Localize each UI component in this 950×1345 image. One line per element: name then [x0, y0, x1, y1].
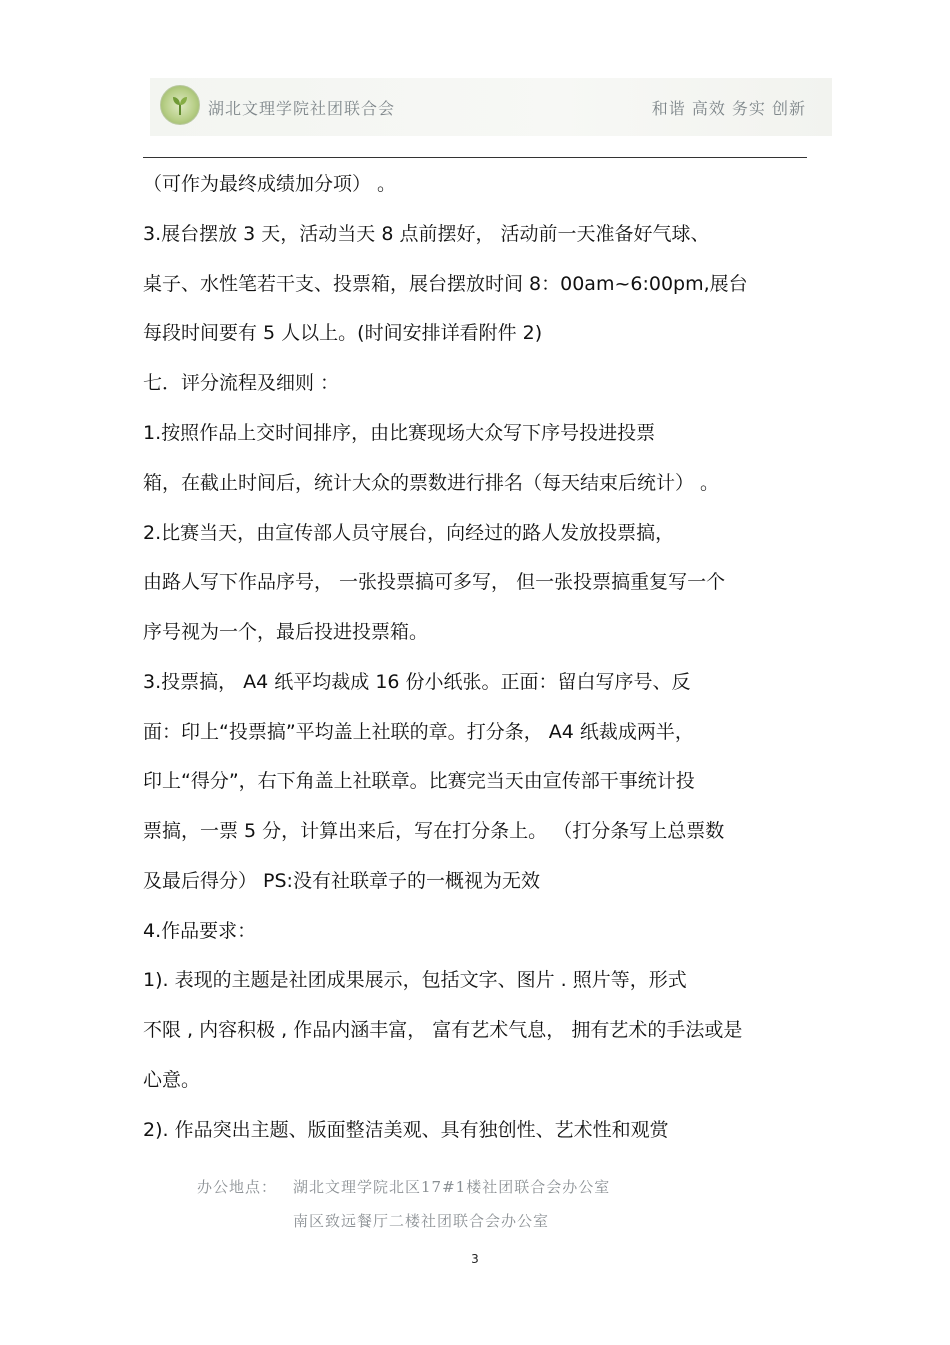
text-line: 桌子、水性笔若干支、投票箱，展台摆放时间 8：00am~6:00pm,展台 [143, 273, 748, 295]
office-address-north: 湖北文理学院北区17#1楼社团联合会办公室 [293, 1178, 611, 1196]
sprout-icon [171, 94, 189, 116]
text-line: 2.比赛当天，由宣传部人员守展台，向经过的路人发放投票搞， [143, 522, 675, 544]
office-location-label: 办公地点： [197, 1178, 278, 1196]
organization-name: 湖北文理学院社团联合会 [208, 99, 396, 118]
header-divider [143, 157, 807, 158]
text-line: 序号视为一个，最后投进投票箱。 [143, 621, 429, 643]
text-line: 由路人写下作品序号， 一张投票搞可多写， 但一张投票搞重复写一个 [143, 571, 726, 593]
text-line: 1.按照作品上交时间排序，由比赛现场大众写下序号投进投票 [143, 422, 656, 444]
text-line: 及最后得分） PS:没有社联章子的一概视为无效 [143, 870, 540, 892]
text-line: 4.作品要求： [143, 920, 257, 942]
text-line: 面：印上“投票搞”平均盖上社联的章。打分条， A4 纸裁成两半， [143, 721, 694, 743]
text-line: 心意。 [143, 1069, 201, 1091]
text-line: 不限 , 内容积极 , 作品内涵丰富， 富有艺术气息， 拥有艺术的手法或是 [143, 1019, 743, 1041]
text-line: （可作为最终成绩加分项） 。 [143, 173, 397, 195]
text-line: 每段时间要有 5 人以上。(时间安排详看附件 2) [143, 322, 543, 344]
text-line: 印上“得分”，右下角盖上社联章。比赛完当天由宣传部干事统计投 [143, 770, 695, 792]
text-line: 1). 表现的主题是社团成果展示，包括文字、图片 . 照片等，形式 [143, 969, 687, 991]
text-line: 3.展台摆放 3 天，活动当天 8 点前摆好， 活动前一天准备好气球、 [143, 223, 710, 245]
text-line: 箱，在截止时间后，统计大众的票数进行排名（每天结束后统计） 。 [143, 472, 720, 494]
federation-logo-icon [160, 85, 200, 125]
letterhead-banner [150, 78, 832, 136]
office-address-south: 南区致远餐厅二楼社团联合会办公室 [293, 1212, 550, 1230]
text-line: 2). 作品突出主题、版面整洁美观、具有独创性、艺术性和观赏 [143, 1119, 669, 1141]
page-number: 3 [471, 1252, 479, 1266]
section-heading: 七．评分流程及细则 ： [143, 372, 340, 394]
organization-motto: 和谐 高效 务实 创新 [651, 99, 806, 118]
text-line: 3.投票搞， A4 纸平均裁成 16 份小纸张。正面：留白写序号、反 [143, 671, 691, 693]
text-line: 票搞，一票 5 分，计算出来后，写在打分条上。 （打分条写上总票数 [143, 820, 725, 842]
